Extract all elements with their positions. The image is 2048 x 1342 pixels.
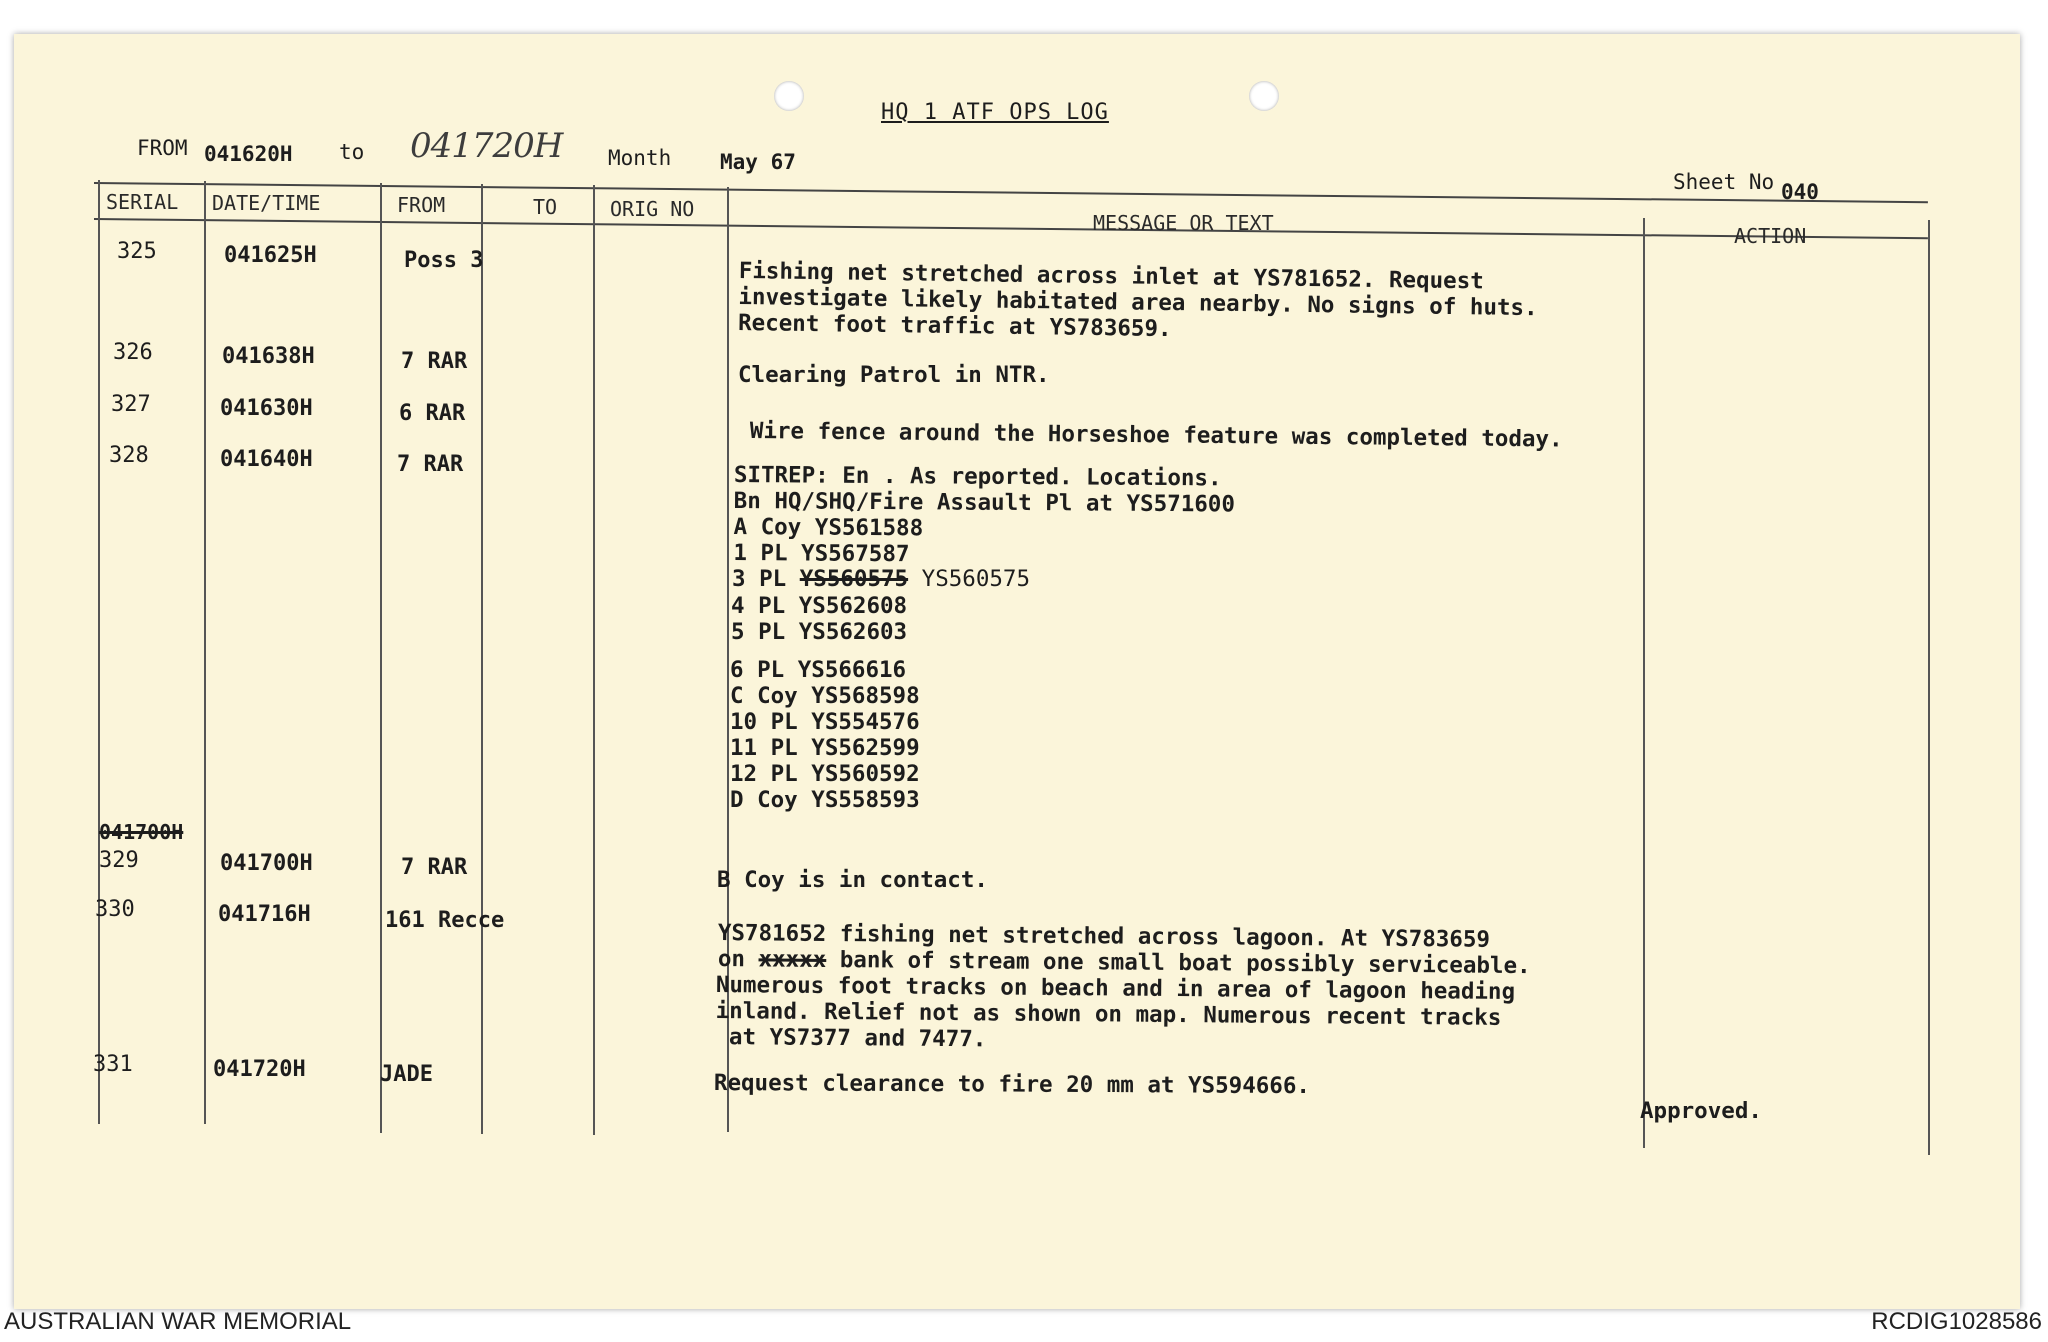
entry-328-datetime: 041640H <box>220 447 313 472</box>
entry-331-datetime: 041720H <box>213 1057 306 1082</box>
sitrep-3pl-struck: YS560575 <box>799 566 909 592</box>
entry-327-message: Wire fence around the Horseshoe feature was completed today. <box>749 418 1563 453</box>
punch-hole-right <box>1249 81 1279 111</box>
col-serial: SERIAL <box>106 190 179 214</box>
entry-331-serial: 331 <box>93 1052 133 1077</box>
entry-330-line2-rest: bank of stream one small boat possibly serviceable. <box>839 947 1531 980</box>
entry-327-from: 6 RAR <box>399 401 466 426</box>
to-value-handwritten: 041720H <box>410 126 563 166</box>
col-orig-no: ORIG NO <box>610 197 695 221</box>
col-rule-1 <box>98 180 100 1124</box>
entry-326-serial: 326 <box>113 340 153 365</box>
footer-right: RCDIG1028586 <box>1871 1308 2042 1335</box>
log-title: HQ 1 ATF OPS LOG <box>881 100 1109 125</box>
to-label: to <box>339 140 365 164</box>
entry-329-serial: 329 <box>99 848 139 873</box>
entry-330-from: 161 Recce <box>385 908 505 933</box>
entry-326-from: 7 RAR <box>401 349 468 374</box>
entry-327-serial: 327 <box>111 392 151 417</box>
sitrep-lines-b: 6 PL YS566616 C Coy YS568598 10 PL YS554576 11 PL YS562599 12 PL YS560592 D Coy YS558593 <box>730 657 920 813</box>
entry-331-from: JADE <box>380 1062 433 1087</box>
entry-329-datetime: 041700H <box>220 851 313 876</box>
month-label: Month <box>608 146 672 170</box>
col-rule-7 <box>1643 218 1645 1148</box>
col-rule-4 <box>481 184 483 1134</box>
col-rule-5 <box>593 185 595 1135</box>
month-value: May 67 <box>720 150 796 174</box>
col-from: FROM <box>397 193 446 217</box>
col-action: ACTION <box>1734 224 1807 248</box>
entry-326-datetime: 041638H <box>222 344 315 369</box>
entry-328-serial: 328 <box>109 443 149 468</box>
entry-331-message: Request clearance to fire 20 mm at YS594666. <box>713 1070 1311 1100</box>
col-datetime: DATE/TIME <box>212 191 321 215</box>
entry-330-message: YS781652 fishing net stretched across lagoon. At YS783659 <box>717 920 1491 953</box>
entry-328-from: 7 RAR <box>397 452 464 477</box>
col-message: MESSAGE OR TEXT <box>1093 211 1274 235</box>
entry-330-serial: 330 <box>95 897 135 922</box>
entry-330-continued: Numerous foot tracks on beach and in area of lagoon heading inland. Relief not as shown on map. Numerous recent tracks at YS7377 and 7477. <box>715 972 1516 1053</box>
sheet-value: 040 <box>1781 180 1819 204</box>
entry-325-datetime: 041625H <box>224 243 317 268</box>
sitrep-3pl-value: YS560575 <box>921 566 1031 592</box>
from-value: 041620H <box>204 142 293 166</box>
col-rule-8 <box>1928 220 1930 1155</box>
entry-329-struck-datetime: 041700H <box>99 820 184 844</box>
entry-326-message: Clearing Patrol in NTR. <box>738 362 1050 388</box>
entry-330-datetime: 041716H <box>218 902 311 927</box>
entry-325-message: Fishing net stretched across inlet at YS781652. Request investigate likely habitated area nearby. No signs of huts. Recent foot traffic at YS783659. <box>737 258 1538 343</box>
col-to: TO <box>533 195 558 219</box>
entry-325-from: Poss 3 <box>404 248 484 273</box>
footer-left: AUSTRALIAN WAR MEMORIAL <box>4 1308 352 1335</box>
entry-325-serial: 325 <box>117 239 157 264</box>
entry-331-action: Approved. <box>1640 1098 1762 1124</box>
entry-329-message: B Coy is in contact. <box>717 867 988 893</box>
punch-hole-left <box>774 81 804 111</box>
sitrep-3pl-prefix: 3 PL <box>732 566 787 592</box>
col-rule-3 <box>380 183 382 1133</box>
entry-330-line2-prefix: on <box>717 946 746 973</box>
from-label: FROM <box>137 136 188 160</box>
entry-330-line2-struck: xxxxx <box>758 946 827 973</box>
sitrep-lines-a: 4 PL YS562608 5 PL YS562603 <box>731 593 908 645</box>
entry-327-datetime: 041630H <box>220 396 313 421</box>
entry-329-from: 7 RAR <box>401 855 468 880</box>
sheet-label: Sheet No <box>1673 170 1775 194</box>
sitrep-3pl-line <box>732 566 1030 592</box>
col-rule-2 <box>204 181 206 1124</box>
entry-328-message: SITREP: En . As reported. Locations. Bn HQ/SHQ/Fire Assault Pl at YS571600 A Coy YS561588 1 PL YS567587 <box>733 462 1236 568</box>
